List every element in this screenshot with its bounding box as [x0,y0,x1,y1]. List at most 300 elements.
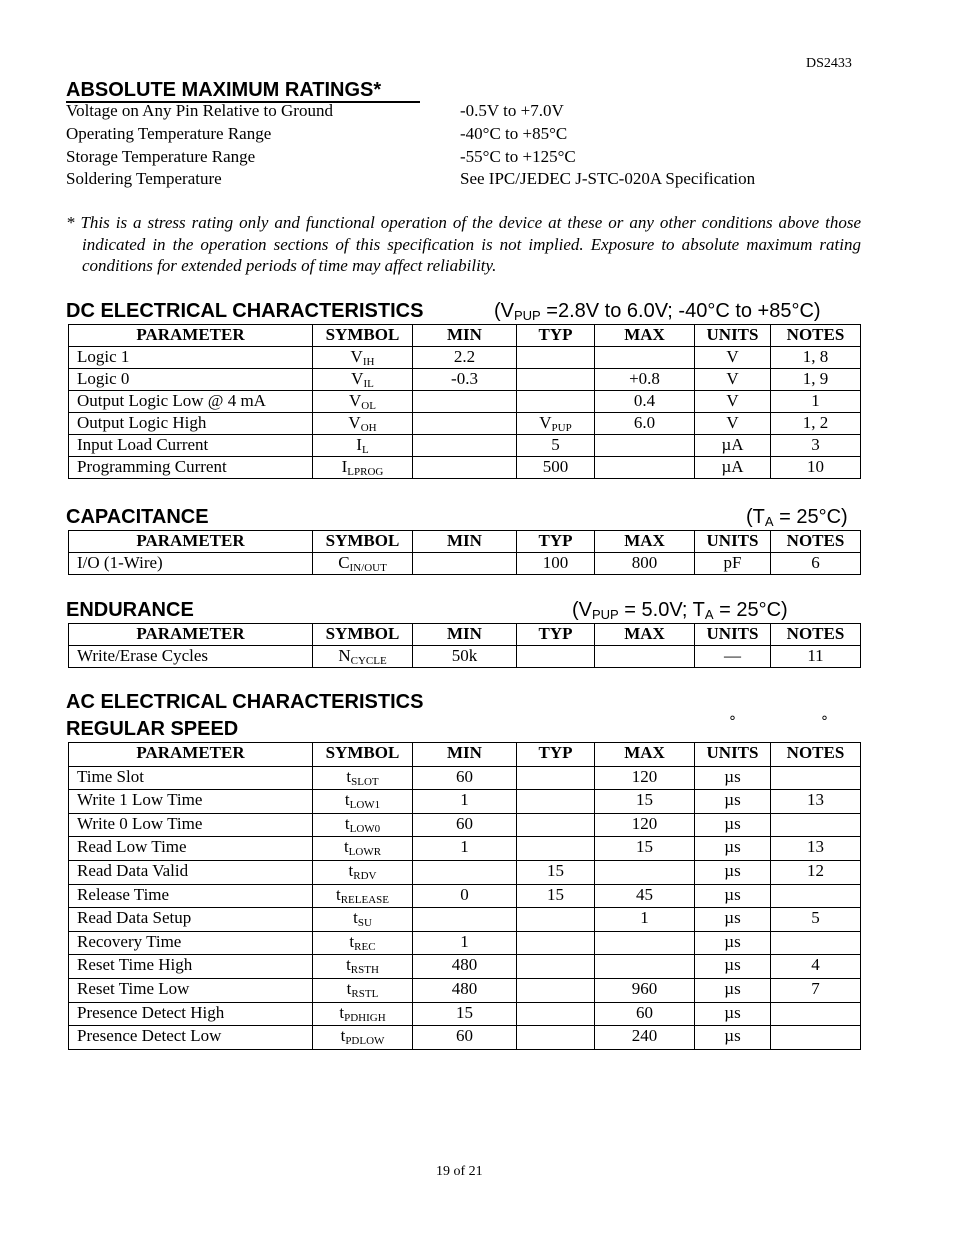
column-header: PARAMETER [69,743,313,767]
table-header-row [69,624,861,646]
column-header: TYP [517,743,595,767]
cell-param [69,553,313,575]
amr-value: -0.5V to +7.0V [460,101,564,120]
cell-text: t [344,790,350,810]
cell-min [413,646,517,668]
cell-text: 60 [456,1026,473,1046]
cell-text: 1 [460,837,469,857]
cell-notes [771,766,861,790]
symbol-subscript: RELEASE [340,893,389,906]
cell-units [695,391,771,413]
cell-notes [771,347,861,369]
cell-text: Recovery Time [77,931,182,951]
cell-text: Reset Time High [77,955,193,975]
ac-subtitle: REGULAR SPEED [66,718,239,740]
cell-units [695,884,771,908]
cell-units [695,978,771,1002]
cell-text: Time Slot [77,766,144,786]
cell-text: 10 [807,457,824,476]
cell-typ [517,347,595,369]
cell-text: I/O (1-Wire) [77,553,163,572]
dc-title: DC ELECTRICAL CHARACTERISTICS [66,300,424,322]
cell-notes [771,646,861,668]
cell-sym [313,413,413,435]
cell-units [695,413,771,435]
column-header: PARAMETER [69,325,313,347]
cell-units [695,553,771,575]
cell-text: t [346,978,352,998]
ac-table [68,742,861,1050]
cell-max [595,766,695,790]
cell-max [595,860,695,884]
cell-text: 800 [631,553,658,572]
cell-text: 5 [811,908,820,928]
symbol-subscript: IN/OUT [349,562,387,574]
table-row [69,955,861,979]
cell-min [413,955,517,979]
cell-text: Release Time [77,884,170,904]
cell-sym [313,931,413,955]
cell-param [69,435,313,457]
cell-typ [517,553,595,575]
cell-notes [771,435,861,457]
cell-max [595,457,695,479]
cell-notes [771,955,861,979]
column-header: TYP [517,624,595,646]
cell-text: 15 [456,1002,473,1022]
cell-min [413,837,517,861]
symbol-subscript: LOW1 [349,799,381,812]
column-header: MIN [413,624,517,646]
cell-notes [771,1002,861,1026]
symbol-subscript: PDLOW [345,1035,385,1048]
cell-typ [517,908,595,932]
symbol-subscript: RDV [353,869,377,882]
table-row [69,813,861,837]
cell-text: 6.0 [633,413,656,432]
column-header: NOTES [771,743,861,767]
dc-conditions: ($V_{PUP} =2.8V$ to 6.0V; -40°C to +85°C) [494,300,821,323]
cell-text: 60 [456,813,473,833]
cell-text: µs [724,1026,741,1046]
cell-notes [771,884,861,908]
cell-text: I [356,435,362,454]
table-row [69,837,861,861]
cell-sym [313,369,413,391]
cell-param [69,391,313,413]
cell-typ [517,884,595,908]
cell-sym [313,1026,413,1050]
column-header: PARAMETER [69,531,313,553]
cell-text: Output Logic High [77,413,207,432]
symbol-subscript: LOW0 [349,822,381,835]
cell-notes [771,1026,861,1050]
cell-notes [771,391,861,413]
end-conditions: ($V_{PUP} = 5.0V$; $T_A = 25^\circ C$) [572,599,788,622]
cell-typ [517,435,595,457]
column-header: SYMBOL [313,743,413,767]
symbol-subscript: RSTL [351,987,379,1000]
cell-text: 480 [451,978,478,998]
symbol-subscript: CYCLE [350,655,387,667]
cell-text: 15 [547,884,564,904]
cell-notes [771,457,861,479]
column-header: MIN [413,531,517,553]
cell-text: t [335,884,341,904]
cell-param [69,413,313,435]
cell-param [69,1002,313,1026]
cell-text: Write 1 Low Time [77,790,203,810]
cell-units [695,646,771,668]
cell-text: Write/Erase Cycles [77,646,209,665]
cell-sym [313,347,413,369]
cell-text: t [353,908,358,928]
cell-param [69,837,313,861]
cell-text: +0.8 [629,369,660,388]
cell-max [595,813,695,837]
column-header: MAX [595,743,695,767]
cell-typ [517,369,595,391]
cell-text: — [724,646,741,665]
table-header-row [69,531,861,553]
cell-typ [517,766,595,790]
symbol-subscript: IL [363,378,374,390]
cell-text: 7 [811,978,820,998]
cell-text: 45 [636,884,653,904]
cell-max [595,837,695,861]
column-header: MIN [413,743,517,767]
cell-param [69,931,313,955]
cell-text: µA [721,457,744,476]
cell-text: 0 [460,884,469,904]
cell-max [595,391,695,413]
cell-text: µs [724,790,741,810]
cell-notes [771,553,861,575]
cell-typ [517,837,595,861]
cell-min [413,1026,517,1050]
cell-text: 3 [811,435,820,454]
cell-text: 15 [636,837,653,857]
cell-typ [517,931,595,955]
cell-notes [771,837,861,861]
cell-units [695,790,771,814]
cell-max [595,646,695,668]
table-row [69,790,861,814]
cell-min [413,391,517,413]
cell-min [413,1002,517,1026]
cell-text: 960 [631,978,658,998]
cell-text: t [348,860,354,880]
cell-text: 500 [542,457,569,476]
amr-title: ABSOLUTE MAXIMUM RATINGS* [66,79,382,101]
amr-label: Storage Temperature Range [66,147,256,166]
cell-min [413,766,517,790]
table-row [69,884,861,908]
cell-text: 15 [636,790,653,810]
cell-max [595,413,695,435]
cell-sym [313,391,413,413]
table-row [69,766,861,790]
symbol-subscript: RSTH [350,964,379,977]
cell-min [413,860,517,884]
ac-title: AC ELECTRICAL CHARACTERISTICS [66,691,424,713]
cell-text: µs [724,837,741,857]
column-header: SYMBOL [313,325,413,347]
cell-text: t [349,931,355,951]
cell-min [413,790,517,814]
cell-notes [771,931,861,955]
cell-max [595,884,695,908]
cell-sym [313,435,413,457]
cell-max [595,955,695,979]
cell-text: V [348,413,361,432]
cell-text: 1, 2 [802,413,829,432]
table-row [69,646,861,668]
cell-param [69,457,313,479]
cell-units [695,955,771,979]
cell-units [695,457,771,479]
cell-text: V [726,413,739,432]
cell-text: 13 [807,837,824,857]
typ-subscript: PUP [551,422,572,434]
cell-text: t [346,955,351,975]
cell-text: 240 [631,1026,658,1046]
cell-text: V [726,347,739,366]
cell-text: V [349,391,362,410]
cell-param [69,369,313,391]
amr-value: -40°C to +85°C [460,124,568,143]
page-number: 19 of 21 [436,1164,483,1179]
cell-text: µs [724,766,741,786]
cell-max [595,1002,695,1026]
cell-text: V [726,391,739,410]
column-header: SYMBOL [313,624,413,646]
cell-text: Logic 1 [77,347,130,366]
symbol-subscript: SLOT [351,775,379,788]
cell-text: V [539,413,552,432]
cell-max [595,347,695,369]
cell-text: 120 [631,766,658,786]
cell-text: µs [724,955,741,975]
cell-text: µs [724,860,741,880]
table-row [69,908,861,932]
table-row [69,413,861,435]
cell-sym [313,766,413,790]
amr-label: Voltage on Any Pin Relative to Ground [66,101,333,120]
cell-text: 15 [547,860,564,880]
cell-typ [517,978,595,1002]
cell-text: 11 [807,646,824,665]
cell-text: V [351,369,364,388]
cell-max [595,435,695,457]
cell-units [695,860,771,884]
cell-units [695,1026,771,1050]
cell-text: 6 [811,553,820,572]
column-header: TYP [517,531,595,553]
cell-notes [771,369,861,391]
column-header: SYMBOL [313,531,413,553]
cell-text: 60 [456,766,473,786]
table-row [69,347,861,369]
symbol-subscript: OL [361,400,376,412]
cell-min [413,347,517,369]
cell-notes [771,978,861,1002]
cell-text: Presence Detect High [77,1002,225,1022]
cell-text: C [338,553,350,572]
cell-text: 1 [460,931,469,951]
cell-sym [313,837,413,861]
cell-param [69,766,313,790]
column-header: TYP [517,325,595,347]
column-header: UNITS [695,624,771,646]
doc-id: DS2433 [806,56,852,71]
cell-text: 1, 9 [802,369,829,388]
cell-text: t [343,837,349,857]
cell-sym [313,860,413,884]
cell-param [69,955,313,979]
cell-text: -0.3 [451,369,478,388]
cell-text: 1 [640,908,649,928]
table-row [69,1026,861,1050]
cell-text: Reset Time Low [77,978,190,998]
cell-text: Output Logic Low @ 4 mA [77,391,266,410]
end-table [68,623,861,668]
cell-typ [517,790,595,814]
table-row [69,435,861,457]
cell-text: t [340,1026,346,1046]
cell-text: 0.4 [633,391,656,410]
cell-units [695,369,771,391]
cell-min [413,978,517,1002]
column-header: NOTES [771,531,861,553]
cell-min [413,457,517,479]
symbol-subscript: LPROG [347,466,384,478]
dc-table [68,324,861,479]
cell-param [69,1026,313,1050]
cell-param [69,813,313,837]
cell-text: t [346,766,352,786]
cell-sym [313,1002,413,1026]
symbol-subscript: L [361,444,369,456]
cell-text: µs [724,884,741,904]
cell-text: µs [724,908,741,928]
cell-text: t [344,813,350,833]
cell-max [595,553,695,575]
cell-typ [517,813,595,837]
symbol-subscript: REC [354,940,376,953]
cell-sym [313,553,413,575]
cell-sym [313,884,413,908]
end-title: ENDURANCE [66,599,194,621]
cell-units [695,435,771,457]
cell-param [69,978,313,1002]
degree-mark-2: ° [821,714,828,730]
cell-param [69,884,313,908]
cell-units [695,813,771,837]
degree-mark-1: ° [729,714,736,730]
cell-text: Logic 0 [77,369,130,388]
column-header: MIN [413,325,517,347]
table-header-row [69,743,861,767]
cell-text: N [338,646,351,665]
cell-param [69,908,313,932]
cell-text: 2.2 [453,347,476,366]
cell-param [69,790,313,814]
cell-text: 4 [811,955,820,975]
symbol-subscript: LOWR [348,846,382,859]
cell-typ [517,860,595,884]
cell-max [595,790,695,814]
cell-text: 5 [551,435,560,454]
column-header: MAX [595,531,695,553]
table-row [69,369,861,391]
cell-text: t [339,1002,345,1022]
cell-min [413,553,517,575]
cell-text: µs [724,978,741,998]
cell-text: Presence Detect Low [77,1026,222,1046]
table-row [69,391,861,413]
cell-sym [313,457,413,479]
cell-min [413,884,517,908]
cell-text: I [341,457,348,476]
cell-text: 480 [451,955,478,975]
cell-notes [771,908,861,932]
cell-units [695,1002,771,1026]
table-header-row [69,325,861,347]
cell-param [69,860,313,884]
amr-value: See IPC/JEDEC J-STC-020A Specification [460,169,756,188]
cell-typ [517,391,595,413]
amr-label: Operating Temperature Range [66,124,272,143]
column-header: PARAMETER [69,624,313,646]
cell-text: Programming Current [77,457,227,476]
table-row [69,1002,861,1026]
cell-typ [517,457,595,479]
cell-min [413,931,517,955]
column-header: MAX [595,624,695,646]
cell-text: Read Data Valid [77,860,189,880]
cell-min [413,908,517,932]
cell-max [595,978,695,1002]
cell-text: 12 [807,860,824,880]
cell-typ [517,413,595,435]
cell-min [413,413,517,435]
cell-text: 100 [542,553,569,572]
cell-text: Input Load Current [77,435,209,454]
cell-max [595,931,695,955]
cell-typ [517,955,595,979]
cell-notes [771,790,861,814]
cell-text: Read Low Time [77,837,187,857]
cell-text: 13 [807,790,824,810]
cell-text: 120 [631,813,658,833]
cell-units [695,908,771,932]
column-header: NOTES [771,624,861,646]
cell-sym [313,813,413,837]
column-header: MAX [595,325,695,347]
table-row [69,931,861,955]
cell-sym [313,790,413,814]
cell-text: pF [723,553,742,572]
symbol-subscript: IH [362,356,375,368]
column-header: UNITS [695,531,771,553]
column-header: NOTES [771,325,861,347]
amr-value: -55°C to +125°C [460,147,576,166]
cell-text: 1, 8 [802,347,829,366]
cell-text: V [350,347,363,366]
cell-text: 1 [811,391,820,410]
cell-notes [771,860,861,884]
